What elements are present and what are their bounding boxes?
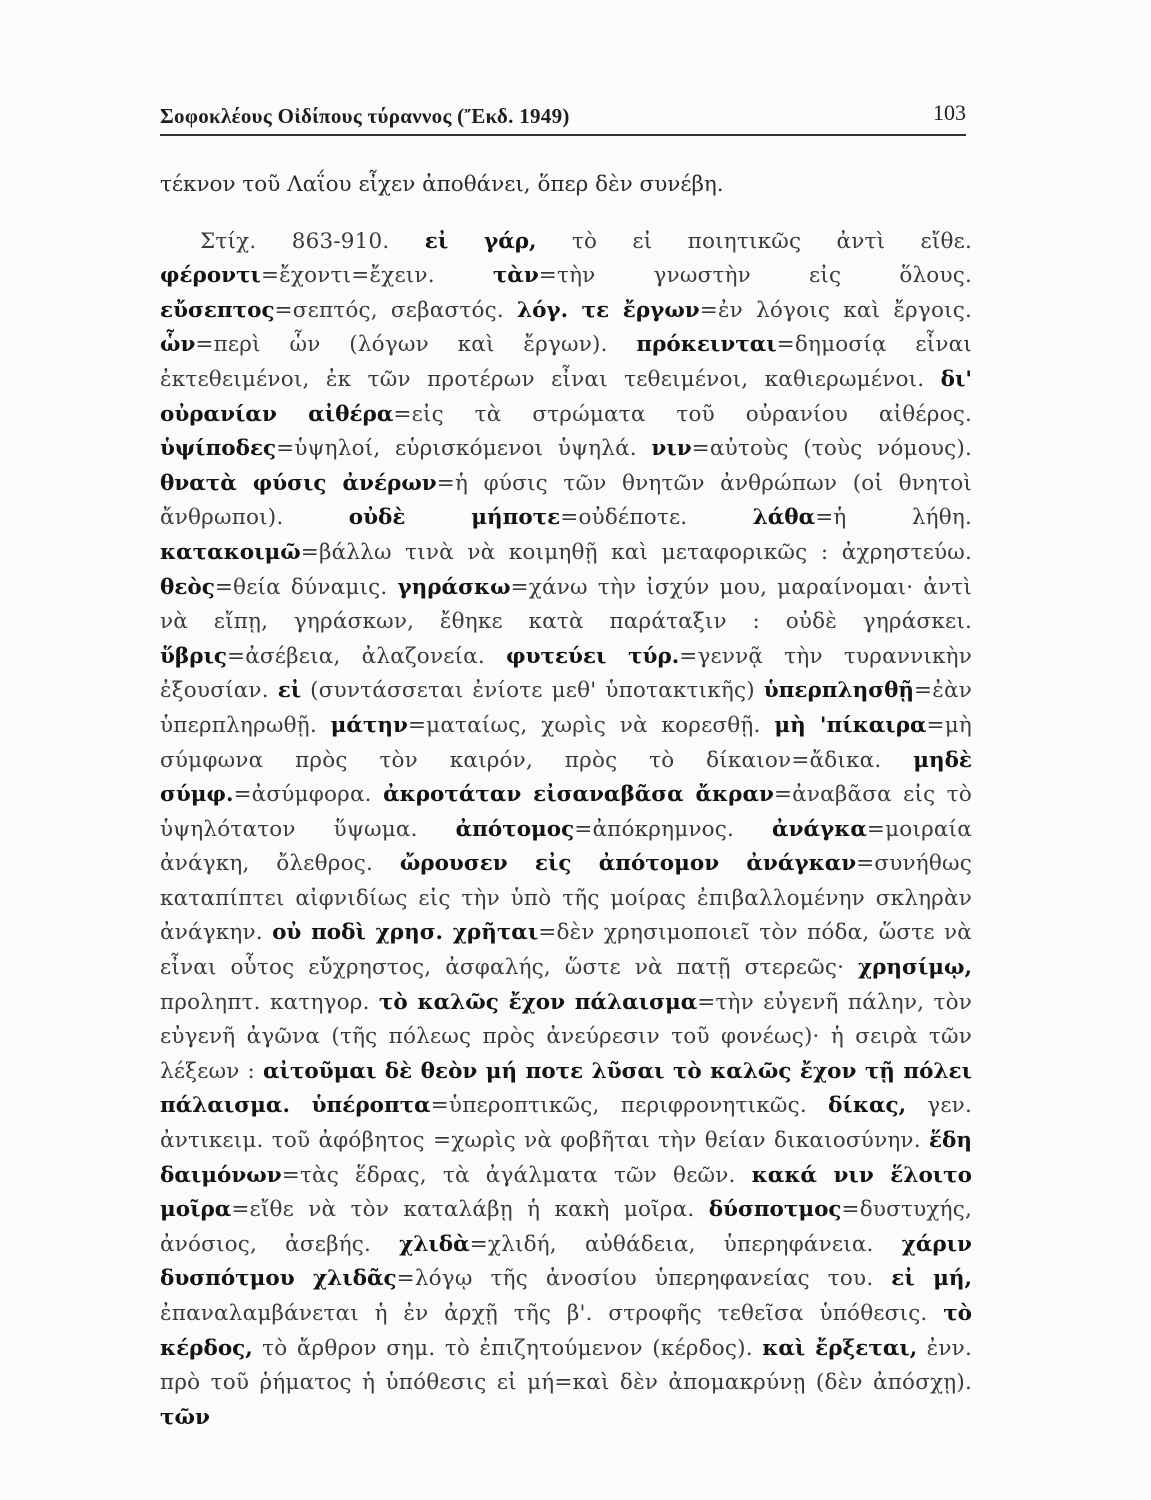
gloss-text: =βάλλω τινὰ νὰ κοιμηθῇ καὶ μεταφορικῶς : ἀχρηστεύω. [300, 539, 972, 565]
gloss-text: =ἐν λόγοις καὶ ἔργοις. [699, 297, 972, 323]
lemma-term: ἕδη δαιμόνων [160, 1128, 972, 1188]
lemma-term: φέροντι [160, 263, 261, 289]
gloss-text: =ἀσύμφορα. [233, 782, 384, 808]
lemma-term: ἀνάγκα [772, 816, 867, 842]
lemma-term: θνατὰ φύσις ἀνέρων [160, 470, 437, 496]
lemma-term: εὔσεπτος [160, 297, 275, 323]
gloss-text: =χάνω τὴν ἰσχύν μου, μαραίνομαι· ἀντὶ νὰ εἴπῃ, γηράσκων, ἔθηκε κατὰ παράταξιν : οὐδὲ γηράσκει. [160, 574, 972, 635]
lemma-term: εἰ [277, 678, 302, 704]
lemma-term: δύσποτμος [708, 1197, 842, 1223]
lemma-term: φυτεύει τύρ. [506, 643, 680, 669]
lemma-term: θεὸς [160, 574, 215, 600]
lemma-term: τὰν [492, 263, 539, 289]
gloss-text: =τὴν γνωστὴν εἰς ὅλους. [538, 263, 972, 289]
lemma-term: τῶν [160, 1404, 210, 1430]
gloss-text: =συνήθως καταπίπτει αἰφνιδίως εἰς τὴν ὑπὸ τῆς μοίρας ἐπιβαλλομένην σκληρὰν ἀνάγκην. [160, 851, 973, 946]
gloss-text: (συντάσσεται ἐνίοτε μεθ' ὑποτακτικῆς) [301, 678, 764, 704]
lemma-term: ὤρουσεν εἰς ἀπότομον ἀνάγκαν [399, 851, 857, 877]
running-header [160, 100, 966, 136]
gloss-text: =οὐδέποτε. [560, 505, 753, 531]
gloss-text: =εἰς τὰ στρώματα τοῦ οὐρανίου αἰθέρος. [393, 401, 972, 427]
gloss-text: =δημοσίᾳ εἶναι ἐκτεθειμένοι, ἐκ τῶν προτέρων εἶναι τεθειμένοι, καθιερωμένοι. [160, 332, 972, 392]
gloss-text: =περὶ ὧν (λόγων καὶ ἔργων). [195, 332, 637, 358]
gloss-text: =ὑπεροπτικῶς, περιφρονητικῶς. [430, 1093, 829, 1119]
lemma-term: οὐ ποδὶ χρησ. χρῆται [272, 920, 539, 946]
lemma-term: κατακοιμῶ [160, 539, 301, 565]
commentary-paragraph [160, 225, 972, 1436]
gloss-text: =μὴ σύμφωνα πρὸς τὸν καιρόν, πρὸς τὸ δίκαιον=ἄδικα. [160, 712, 973, 773]
commentary-body [160, 168, 972, 1435]
gloss-text: =ἀναβᾶσα εἰς τὸ ὑψηλότατον ὕψωμα. [160, 782, 972, 842]
lemma-term: νιν [651, 436, 692, 462]
lemma-term: ὕβρις [160, 643, 227, 669]
gloss-text: ἐπαναλαμβάνεται ἡ ἐν ἀρχῇ τῆς β'. στροφῆς τεθεῖσα ὑπόθεσις. [160, 1301, 944, 1326]
lemma-term: ἀπότομος [455, 816, 575, 842]
gloss-text: =τὴν εὐγενῆ πάλην, τὸν εὐγενῆ ἀγῶνα (τῆς πόλεως πρὸς ἀνεύρεσιν τοῦ φονέως)· ἡ σειρὰ τῶν λέξεων : [160, 989, 972, 1084]
gloss-text: προληπτ. κατηγορ. [160, 989, 379, 1015]
lemma-term: δι' οὐρανίαν αἰθέρα [160, 366, 972, 427]
lemma-term: ἀκροτάταν εἰσαναβᾶσα ἄκραν [383, 782, 774, 808]
gloss-text: =δυστυχής, ἀνόσιος, ἀσεβής. [160, 1197, 972, 1257]
gloss-text: =δὲν χρησιμοποιεῖ τὸν πόδα, ὥστε νὰ εἶναι οὗτος εὔχρηστος, ἀσφαλής, ὥστε νὰ πατῇ στερεῶς· [160, 920, 972, 981]
lemma-term: αἰτοῦμαι δὲ θεὸν μή ποτε λῦσαι τὸ καλῶς ἔχον τῇ πόλει πάλαισμα. ὑπέροπτα [160, 1058, 973, 1119]
lemma-term: τὸ καλῶς ἔχον πάλαισμα [378, 989, 698, 1015]
gloss-text: =σεπτός, σεβαστός. [274, 297, 518, 323]
lemma-term: καὶ ἔρξεται, [762, 1335, 918, 1361]
gloss-text: =εἴθε νὰ τὸν καταλάβῃ ἡ κακὴ μοῖρα. [231, 1197, 709, 1223]
gloss-text: Στίχ. 863-910. [200, 228, 425, 254]
lemma-term: εἰ μή, [891, 1266, 973, 1292]
gloss-text: =ἀπόκρημνος. [574, 816, 773, 842]
gloss-text: =ἐὰν ὑπερπληρωθῇ. [160, 678, 972, 738]
gloss-text: =γεννᾷ τὴν τυραννικὴν ἐξουσίαν. [160, 643, 972, 704]
gloss-text: =λόγῳ τῆς ἀνοσίου ὑπερηφανείας του. [396, 1266, 892, 1292]
lemma-term: πρόκεινται [636, 332, 777, 358]
gloss-text: =ὑψηλοί, εὑρισκόμενοι ὑψηλά. [276, 436, 652, 462]
lemma-term: ὑπερπλησθῇ [763, 678, 915, 704]
gloss-text: =τὰς ἕδρας, τὰ ἀγάλματα τῶν θεῶν. [281, 1162, 752, 1188]
lemma-term: οὐδὲ μήποτε [348, 505, 561, 531]
gloss-text: =αὐτοὺς (τοὺς νόμους). [691, 436, 972, 462]
gloss-text: =θεία δύναμις. [214, 574, 398, 600]
gloss-text: =ἡ λήθη. [815, 505, 973, 531]
gloss-text: =ἔχοντι=ἔχειν. [260, 263, 493, 289]
gloss-text: τὸ ἄρθρον σημ. τὸ ἐπιζητούμενον (κέρδος). [252, 1335, 763, 1361]
gloss-text: τὸ εἰ ποιητικῶς ἀντὶ εἴθε. [536, 228, 973, 254]
gloss-text: =ματαίως, χωρὶς νὰ κορεσθῇ. [407, 712, 775, 738]
gloss-text: =ἡ φύσις τῶν θνητῶν ἀνθρώπων (οἱ θνητοὶ ἄνθρωποι). [160, 470, 972, 531]
lemma-term: λόγ. τε ἔργων [517, 297, 700, 323]
gloss-text: =χλιδή, αὐθάδεια, ὑπερηφάνεια. [469, 1231, 902, 1257]
lemma-term: κακά νιν ἕλοιτο μοῖρα [160, 1162, 972, 1223]
gloss-text: =ἀσέβεια, ἀλαζονεία. [227, 643, 507, 669]
lemma-term: χλιδὰ [399, 1231, 470, 1257]
lemma-term: τὸ κέρδος, [160, 1301, 972, 1361]
lemma-term: χρησίμῳ, [857, 955, 972, 981]
running-title: Σοφοκλέους Οἰδίπους τύραννος (Ἔκδ. 1949) [160, 104, 570, 128]
lemma-term: εἰ γάρ, [424, 228, 537, 254]
gloss-text: =μοιραία ἀνάγκη, ὄλεθρος. [160, 816, 972, 877]
lemma-term: γηράσκω [397, 574, 511, 600]
lemma-term: δίκας, [828, 1093, 907, 1119]
gloss-text: ἐνν. πρὸ τοῦ ῥήματος ἡ ὑπόθεσις εἰ μή=καὶ δὲν ἀπομακρύνῃ (δὲν ἀπόσχῃ). [160, 1335, 972, 1396]
lemma-term: ὧν [160, 332, 196, 358]
lemma-term: ὑψίποδες [160, 436, 277, 462]
gloss-text: γεν. ἀντικειμ. τοῦ ἀφόβητος =χωρὶς νὰ φοβῆται τὴν θείαν δικαιοσύνην. [160, 1093, 972, 1154]
lemma-term: χάριν δυσπότμου χλιδᾶς [160, 1231, 972, 1292]
lemma-term: μὴ 'πίκαιρα [774, 712, 927, 738]
lemma-term: μάτην [330, 712, 408, 738]
lemma-term: λάθα [752, 505, 816, 531]
lemma-term: μηδὲ σύμφ. [160, 747, 972, 808]
page-number: 103 [933, 100, 966, 125]
continuation-paragraph: τέκνον τοῦ Λαΐου εἶχεν ἀποθάνει, ὅπερ δὲν συνέβη. [160, 172, 724, 197]
